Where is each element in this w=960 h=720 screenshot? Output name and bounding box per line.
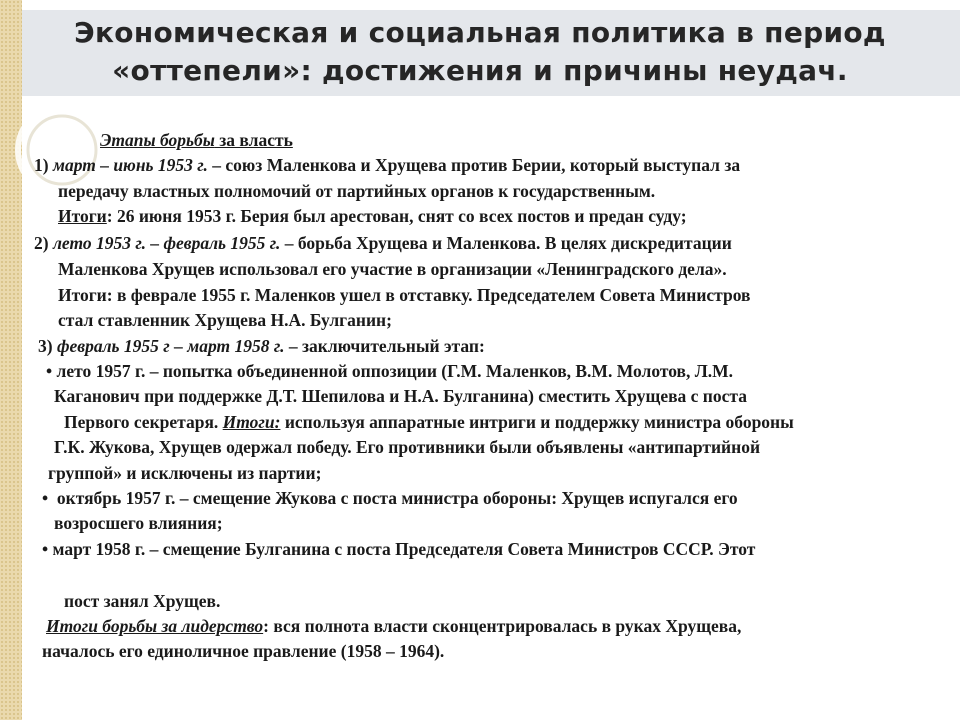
stage-2-line-4: стал ставленник Хрущева Н.А. Булганин; bbox=[58, 310, 392, 330]
bullet-text: октябрь 1957 г. – смещение Жукова с поста министра обороны: Хрущев испугался его bbox=[56, 488, 738, 508]
stage-number: 3) bbox=[38, 336, 57, 356]
heading-italic: Этапы борьбы bbox=[100, 130, 215, 150]
stage-2-line-2: Маленкова Хрущев использовал его участие в организации «Ленинградского дела». bbox=[58, 259, 727, 279]
stage-1-line-1 bbox=[34, 153, 740, 178]
bullet-2-line-1 bbox=[42, 486, 738, 511]
summary-label: Итоги борьбы за лидерство bbox=[46, 616, 264, 636]
bullet-1-line-2: Каганович при поддержке Д.Т. Шепилова и Н.А. Булганина) сместить Хрущева с поста bbox=[54, 386, 747, 406]
bullet-1-line-3 bbox=[64, 410, 794, 435]
bullet-2-line-2: возросшего влияния; bbox=[54, 513, 223, 533]
section-heading bbox=[100, 128, 293, 153]
stage-period: март – июнь 1953 г. bbox=[52, 155, 208, 175]
summary-text: : вся полнота власти сконцентрировалась в руках Хрущева, bbox=[263, 616, 742, 636]
bullet-1-line-1 bbox=[46, 359, 733, 384]
bullet-3-line-1 bbox=[42, 537, 755, 562]
summary-line-1 bbox=[46, 614, 741, 639]
bullet-icon: • bbox=[42, 488, 49, 508]
title-line-2: «оттепели»: достижения и причины неудач. bbox=[112, 54, 848, 87]
result-label: Итоги bbox=[58, 206, 107, 226]
stage-number: 2) bbox=[34, 233, 53, 253]
bullet-3-line-2: пост занял Хрущев. bbox=[64, 591, 221, 611]
summary-line-2: началось его единоличное правление (1958 – 1964). bbox=[42, 641, 445, 661]
bullet-text: Первого секретаря. bbox=[64, 412, 223, 432]
stage-text: – заключительный этап: bbox=[284, 336, 485, 356]
stage-1-result bbox=[58, 204, 687, 229]
stage-2-line-1 bbox=[34, 231, 732, 256]
bullet-text: используя аппаратные интриги и поддержку министра обороны bbox=[280, 412, 794, 432]
title-line-1: Экономическая и социальная политика в период bbox=[74, 16, 886, 49]
stage-1-line-2: передачу властных полномочий от партийных органов к государственным. bbox=[58, 181, 656, 201]
stage-text: – борьба Хрущева и Маленкова. В целях дискредитации bbox=[280, 233, 732, 253]
stage-text: – союз Маленкова и Хрущева против Берии, который выступал за bbox=[207, 155, 741, 175]
result-text: : 26 июня 1953 г. Берия был арестован, снят со всех постов и предан суду; bbox=[106, 206, 687, 226]
bullet-1-line-5: группой» и исключены из партии; bbox=[48, 463, 322, 483]
stage-3-line-1 bbox=[38, 334, 485, 359]
slide-title bbox=[0, 14, 960, 90]
stage-period: лето 1953 г. – февраль 1955 г. bbox=[52, 233, 281, 253]
heading-rest: за власть bbox=[214, 130, 293, 150]
bullet-text: лето 1957 г. – попытка объединенной оппозиции (Г.М. Маленков, В.М. Молотов, Л.М. bbox=[56, 361, 734, 381]
stage-2-line-3: Итоги: в феврале 1955 г. Маленков ушел в отставку. Председателем Совета Министров bbox=[58, 285, 751, 305]
stage-number: 1) bbox=[34, 155, 53, 175]
bullet-text: март 1958 г. – смещение Булганина с поста Председателя Совета Министров СССР. Этот bbox=[52, 539, 756, 559]
stage-period: февраль 1955 г – март 1958 г. bbox=[56, 336, 285, 356]
bullet-icon: • bbox=[46, 361, 53, 381]
bullet-1-line-4: Г.К. Жукова, Хрущев одержал победу. Его противники были объявлены «антипартийной bbox=[54, 437, 761, 457]
result-label: Итоги: bbox=[222, 412, 281, 432]
bullet-icon: • bbox=[42, 539, 49, 559]
